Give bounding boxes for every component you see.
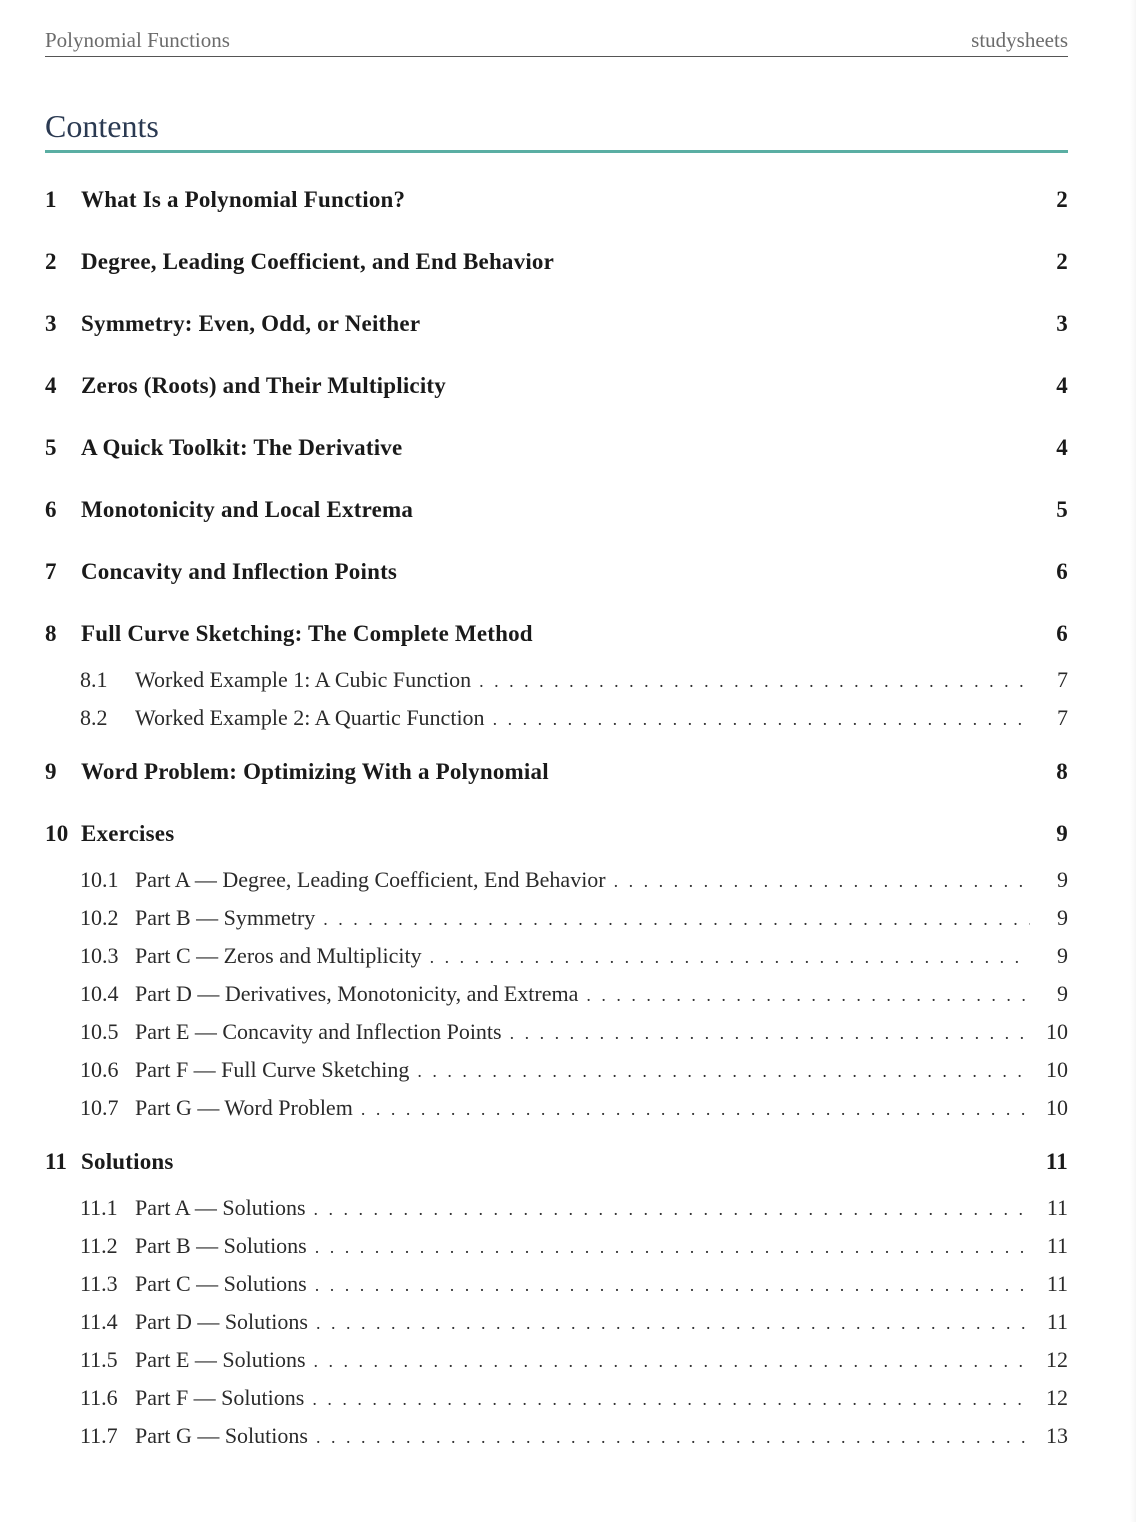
- toc-subsection-number: 11.6: [80, 1385, 118, 1410]
- dot-leader: [312, 1389, 1030, 1410]
- toc-section-title: Degree, Leading Coefficient, and End Behavior: [81, 249, 555, 274]
- toc-section-page: 11: [1045, 1149, 1068, 1174]
- toc-subsection-number: 10.4: [80, 981, 119, 1006]
- toc-section-title: What Is a Polynomial Function?: [81, 187, 406, 212]
- page-edge-shadow: [1130, 0, 1136, 1522]
- toc-section-entry[interactable]: [45, 1149, 1068, 1195]
- toc-section-entry[interactable]: [45, 311, 1068, 357]
- header-title: Polynomial Functions: [45, 28, 230, 52]
- dot-leader: [430, 947, 1030, 968]
- toc-subsection-entry[interactable]: [45, 1019, 1068, 1057]
- toc-section-title: Symmetry: Even, Odd, or Neither: [81, 311, 421, 336]
- dot-leader: [314, 1199, 1030, 1220]
- toc-section-page: 5: [1056, 497, 1068, 522]
- dot-leader: [614, 871, 1030, 892]
- toc-subsection-title: Part D — Derivatives, Monotonicity, and Extrema: [135, 981, 579, 1006]
- toc-subsection-title: Worked Example 2: A Quartic Function: [135, 705, 485, 730]
- toc-section-entry[interactable]: [45, 497, 1068, 543]
- toc-section-title: Concavity and Inflection Points: [81, 559, 398, 584]
- toc-subsection-entry[interactable]: [45, 705, 1068, 743]
- toc-subsection-entry[interactable]: [45, 1423, 1068, 1461]
- toc-subsection-entry[interactable]: [45, 981, 1068, 1019]
- toc-subsection-number: 10.1: [80, 867, 119, 892]
- toc-subsection-number: 11.5: [80, 1347, 118, 1372]
- toc-subsection-title: Part B — Solutions: [135, 1233, 307, 1258]
- toc-subsection-entry[interactable]: [45, 1057, 1068, 1095]
- table-of-contents: [45, 187, 1068, 1461]
- dot-leader: [316, 1313, 1030, 1334]
- toc-subsection-page: 12: [1046, 1385, 1068, 1410]
- toc-subsection-number: 10.5: [80, 1019, 119, 1044]
- toc-subsection-page: 9: [1057, 905, 1068, 930]
- toc-subsection-page: 9: [1057, 981, 1068, 1006]
- dot-leader: [417, 1061, 1030, 1082]
- toc-section-number: 8: [45, 621, 57, 646]
- dot-leader: [361, 1099, 1030, 1120]
- toc-subsection-entry[interactable]: [45, 1309, 1068, 1347]
- toc-title: Contents: [45, 108, 1068, 153]
- toc-section-page: 2: [1056, 187, 1068, 212]
- toc-subsection-page: 13: [1046, 1423, 1068, 1448]
- toc-section-number: 5: [45, 435, 57, 460]
- toc-subsection-page: 11: [1046, 1233, 1068, 1258]
- toc-section-number: 6: [45, 497, 57, 522]
- toc-subsection-number: 11.3: [80, 1271, 118, 1296]
- toc-section-title: Word Problem: Optimizing With a Polynomial: [81, 759, 549, 784]
- toc-subsection-number: 10.2: [80, 905, 119, 930]
- toc-section-number: 11: [45, 1149, 68, 1174]
- toc-section-page: 6: [1056, 559, 1068, 584]
- dot-leader: [323, 909, 1030, 930]
- toc-section-page: 4: [1056, 373, 1068, 398]
- dot-leader: [493, 709, 1030, 730]
- toc-subsection-page: 11: [1046, 1195, 1068, 1220]
- toc-section-number: 2: [45, 249, 57, 274]
- toc-section-number: 10: [45, 821, 69, 846]
- toc-section-number: 9: [45, 759, 57, 784]
- toc-subsection-entry[interactable]: [45, 667, 1068, 705]
- toc-section-number: 3: [45, 311, 57, 336]
- toc-subsection-entry[interactable]: [45, 1233, 1068, 1271]
- toc-subsection-number: 8.2: [80, 705, 108, 730]
- toc-section-number: 7: [45, 559, 57, 584]
- toc-section-page: 9: [1056, 821, 1068, 846]
- toc-subsection-title: Part G — Word Problem: [135, 1095, 353, 1120]
- toc-subsection-entry[interactable]: [45, 1347, 1068, 1385]
- toc-subsection-number: 11.2: [80, 1233, 118, 1258]
- toc-section-title: Zeros (Roots) and Their Multiplicity: [81, 373, 446, 398]
- toc-section-title: Monotonicity and Local Extrema: [81, 497, 414, 522]
- toc-section-title: A Quick Toolkit: The Derivative: [81, 435, 403, 460]
- toc-subsection-entry[interactable]: [45, 1385, 1068, 1423]
- toc-subsection-entry[interactable]: [45, 867, 1068, 905]
- toc-section-title: Exercises: [81, 821, 175, 846]
- toc-section-title: Solutions: [81, 1149, 174, 1174]
- toc-subsection-title: Part E — Concavity and Inflection Points: [135, 1019, 502, 1044]
- toc-subsection-page: 10: [1046, 1057, 1068, 1082]
- toc-section-entry[interactable]: [45, 821, 1068, 867]
- toc-subsection-number: 10.6: [80, 1057, 119, 1082]
- toc-subsection-page: 10: [1046, 1095, 1068, 1120]
- dot-leader: [315, 1275, 1030, 1296]
- toc-section-number: 1: [45, 187, 57, 212]
- toc-section-entry[interactable]: [45, 621, 1068, 667]
- toc-subsection-number: 11.1: [80, 1195, 118, 1220]
- toc-subsection-title: Part F — Solutions: [135, 1385, 305, 1410]
- toc-subsection-page: 10: [1046, 1019, 1068, 1044]
- dot-leader: [314, 1351, 1030, 1372]
- toc-section-page: 4: [1056, 435, 1068, 460]
- dot-leader: [479, 671, 1030, 692]
- toc-subsection-page: 11: [1046, 1309, 1068, 1334]
- toc-subsection-number: 10.7: [80, 1095, 119, 1120]
- toc-subsection-entry[interactable]: [45, 1195, 1068, 1233]
- toc-subsection-page: 7: [1057, 705, 1068, 730]
- dot-leader: [586, 985, 1030, 1006]
- toc-section-entry[interactable]: [45, 187, 1068, 233]
- running-header: [45, 28, 1068, 57]
- toc-section-entry[interactable]: [45, 759, 1068, 805]
- toc-subsection-page: 9: [1057, 943, 1068, 968]
- toc-subsection-number: 8.1: [80, 667, 108, 692]
- toc-subsection-entry[interactable]: [45, 1271, 1068, 1309]
- toc-subsection-page: 12: [1046, 1347, 1068, 1372]
- toc-subsection-title: Part A — Solutions: [135, 1195, 306, 1220]
- toc-subsection-number: 11.7: [80, 1423, 118, 1448]
- toc-section-page: 3: [1056, 311, 1068, 336]
- header-brand: studysheets: [971, 28, 1068, 52]
- toc-section-page: 2: [1056, 249, 1068, 274]
- toc-subsection-title: Part C — Zeros and Multiplicity: [135, 943, 422, 968]
- toc-section-entry[interactable]: [45, 373, 1068, 419]
- toc-subsection-title: Part F — Full Curve Sketching: [135, 1057, 410, 1082]
- toc-subsection-title: Worked Example 1: A Cubic Function: [135, 667, 472, 692]
- toc-subsection-number: 10.3: [80, 943, 119, 968]
- toc-subsection-title: Part D — Solutions: [135, 1309, 308, 1334]
- toc-subsection-entry[interactable]: [45, 943, 1068, 981]
- toc-subsection-page: 7: [1057, 667, 1068, 692]
- dot-leader: [315, 1237, 1030, 1258]
- dot-leader: [510, 1023, 1030, 1044]
- toc-section-entry[interactable]: [45, 559, 1068, 605]
- toc-section-entry[interactable]: [45, 249, 1068, 295]
- toc-subsection-title: Part E — Solutions: [135, 1347, 306, 1372]
- toc-section-page: 6: [1056, 621, 1068, 646]
- toc-section-entry[interactable]: [45, 435, 1068, 481]
- toc-subsection-number: 11.4: [80, 1309, 118, 1334]
- toc-subsection-entry[interactable]: [45, 1095, 1068, 1133]
- toc-subsection-title: Part A — Degree, Leading Coefficient, End Behavior: [135, 867, 606, 892]
- toc-section-title: Full Curve Sketching: The Complete Method: [81, 621, 533, 646]
- dot-leader: [316, 1427, 1030, 1448]
- toc-section-number: 4: [45, 373, 57, 398]
- toc-subsection-title: Part C — Solutions: [135, 1271, 307, 1296]
- toc-subsection-page: 9: [1057, 867, 1068, 892]
- toc-subsection-title: Part G — Solutions: [135, 1423, 308, 1448]
- toc-subsection-entry[interactable]: [45, 905, 1068, 943]
- toc-section-page: 8: [1056, 759, 1068, 784]
- toc-subsection-page: 11: [1046, 1271, 1068, 1296]
- toc-subsection-title: Part B — Symmetry: [135, 905, 316, 930]
